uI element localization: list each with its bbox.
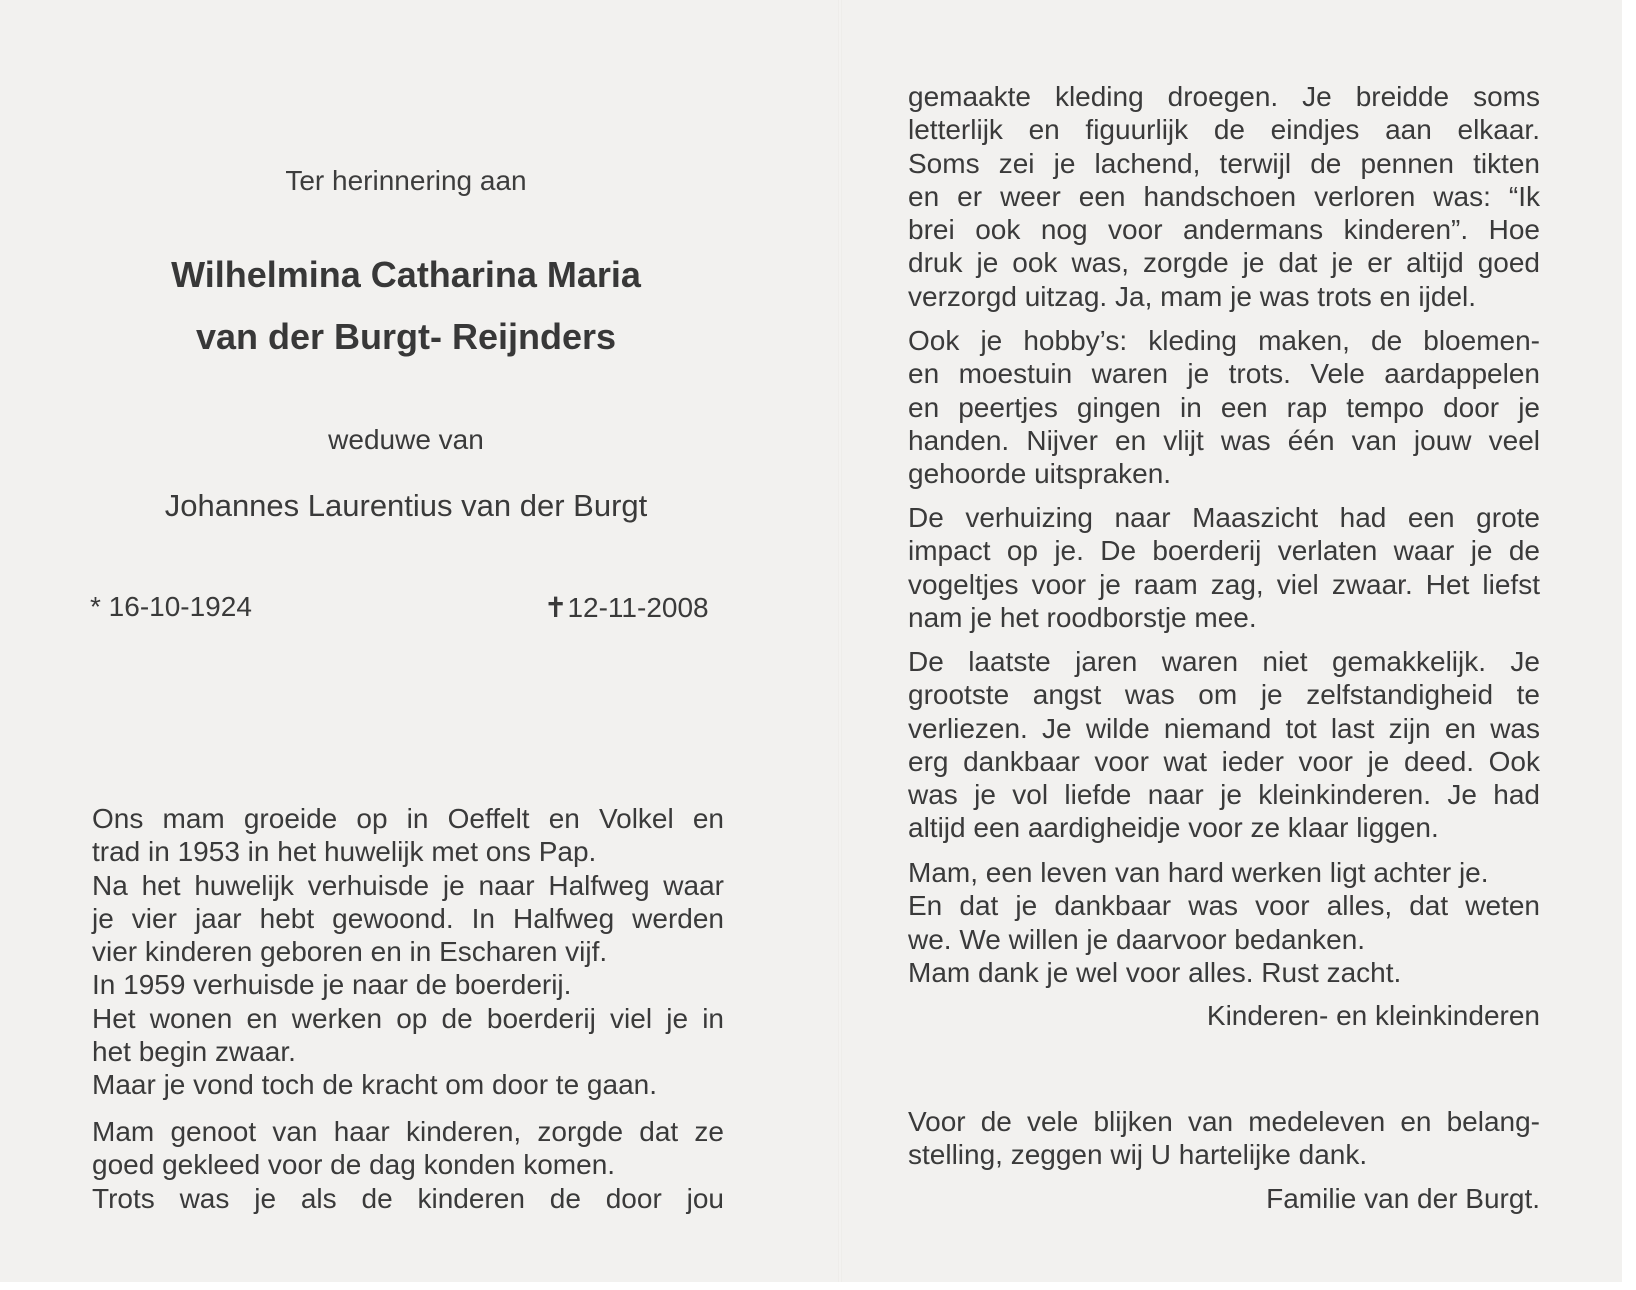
text-line: Ook je hobby’s: kleding maken, de bloemen- — [908, 325, 1540, 356]
birth-date: * 16-10-1924 — [90, 591, 252, 622]
text-line: altijd een aardigheidje voor ze klaar liggen. — [908, 812, 1439, 844]
text-line: Mam genoot van haar kinderen, zorgde dat ze — [92, 1116, 724, 1147]
widow-of-label: weduwe van — [328, 424, 484, 455]
text-line: stelling, zeggen wij U hartelijke dank. — [908, 1139, 1368, 1171]
deceased-name-line-1: Wilhelmina Catharina Maria — [171, 254, 641, 295]
text-line: verzorgd uitzag. Ja, mam je was trots en ijdel. — [908, 280, 1477, 312]
text-line: Mam, een leven van hard werken ligt achter je. — [908, 857, 1489, 888]
text-line: gemaakte kleding droegen. Je breidde soms — [908, 81, 1540, 112]
text-line: druk je ook was, zorgde je dat je er altijd goed — [908, 247, 1540, 279]
text-line: Trots was je als de kinderen de door jou — [92, 1182, 724, 1214]
text-line: en moestuin waren je trots. Vele aardappelen — [908, 358, 1540, 390]
text-line: Voor de vele blijken van medeleven en belang- — [908, 1106, 1540, 1137]
text-line: grootste angst was om je zelfstandigheid te — [908, 679, 1540, 711]
memorial-paragraph-1 — [908, 80, 1540, 313]
memorial-paragraph-3 — [908, 501, 1540, 634]
text-line: vogeltjes voor je raam zag, viel zwaar. Het liefst — [908, 568, 1540, 600]
text-line: impact op je. De boerderij verlaten waar je de — [908, 535, 1540, 567]
text-line: Mam dank je wel voor alles. Rust zacht. — [908, 956, 1402, 988]
text-line: en er weer een handschoen verloren was: “Ik — [908, 180, 1540, 212]
memorial-paragraph-2 — [908, 324, 1540, 490]
text-line: gehoorde uitspraken. — [908, 458, 1172, 490]
text-line: verliezen. Je wilde niemand tot last zijn en was — [908, 712, 1540, 744]
text-line: goed gekleed voor de dag konden komen. — [92, 1149, 616, 1181]
memorial-paragraph-5 — [908, 856, 1540, 989]
text-line: De verhuizing naar Maaszicht had een grote — [908, 502, 1540, 533]
memorial-intro: Ter herinnering aan — [285, 165, 527, 196]
family-signature: Familie van der Burgt. — [1266, 1183, 1540, 1214]
scan-border-bottom — [0, 1282, 1636, 1290]
memorial-paragraph-4 — [908, 645, 1540, 845]
text-line: Ons mam groeide op in Oeffelt en Volkel en — [92, 803, 724, 834]
text-line: handen. Nijver en vlijt was één van jouw veel — [908, 424, 1540, 456]
children-signature: Kinderen- en kleinkinderen — [1206, 1000, 1540, 1031]
scan-border-right — [1622, 0, 1636, 1290]
text-line: brei ook nog voor andermans kinderen”. Hoe — [908, 214, 1540, 246]
text-line: het begin zwaar. — [92, 1036, 296, 1068]
husband-name: Johannes Laurentius van der Burgt — [164, 488, 648, 523]
text-line: was je vol liefde naar je kleinkinderen. Je had — [908, 779, 1540, 811]
text-line: nam je het roodborstje mee. — [908, 601, 1257, 633]
text-line: In 1959 verhuisde je naar de boerderij. — [92, 969, 572, 1001]
text-line: Het wonen en werken op de boerderij viel je in — [92, 1002, 724, 1034]
death-date: ✝12-11-2008 — [544, 592, 709, 623]
text-line: en peertjes gingen in een rap tempo door je — [908, 391, 1540, 423]
text-line: letterlijk en figuurlijk de eindjes aan elkaar. — [908, 114, 1540, 146]
text-line: trad in 1953 in het huwelijk met ons Pap. — [92, 836, 597, 868]
text-line: je vier jaar hebt gewoond. In Halfweg werden — [92, 902, 724, 934]
text-line: De laatste jaren waren niet gemakkelijk. Je — [908, 646, 1540, 677]
text-line: we. We willen je daarvoor bedanken. — [908, 923, 1366, 955]
deceased-name-line-2: van der Burgt- Reijnders — [195, 316, 617, 357]
text-line: Maar je vond toch de kracht om door te gaan. — [92, 1069, 657, 1101]
text-line: erg dankbaar voor wat ieder voor je deed. Ook — [908, 745, 1540, 777]
biography-paragraph-2 — [92, 1115, 724, 1215]
biography-paragraph-1 — [92, 802, 724, 1102]
text-line: Na het huwelijk verhuisde je naar Halfweg waar — [92, 869, 724, 901]
thanks-paragraph — [908, 1105, 1540, 1172]
text-line: Soms zei je lachend, terwijl de pennen tikten — [908, 147, 1540, 179]
right-page — [842, 0, 1622, 1282]
text-line: En dat je dankbaar was voor alles, dat weten — [908, 890, 1540, 922]
text-line: vier kinderen geboren en in Escharen vijf. — [92, 936, 608, 968]
